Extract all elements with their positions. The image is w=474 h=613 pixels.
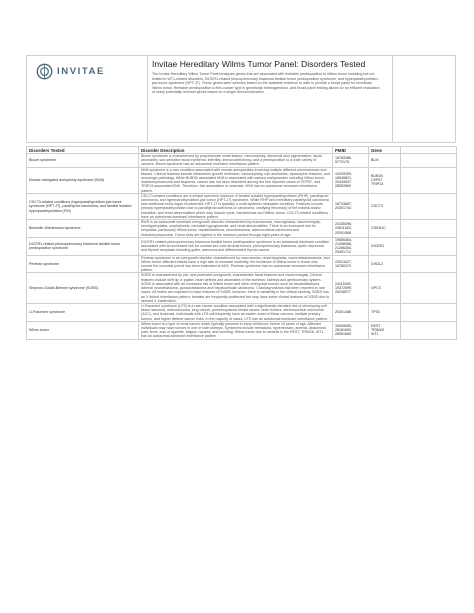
pmid-value: 26551668 [335,332,351,337]
pmid-value: 19556464, [335,237,352,242]
pmid-list [333,193,369,219]
gene-symbol: CDKN1C [371,226,386,231]
gene-symbol: WT1 [371,332,379,337]
pmid-value: 20301744 [335,206,351,211]
pmid-value: 21266086, [335,242,352,247]
pmid-value: 19372699, [335,286,352,291]
column-header-description: Disorder Description [139,147,333,154]
gene-symbol: CDC73 [371,204,383,209]
gene-list [369,303,401,321]
empty-cell [401,220,457,238]
pmid-list [333,237,369,255]
disorder-description: Bloom syndrome is characterized by proportionate small stature, microcephaly, abnormal skin pigmentation, facial anomalies, sun-sensitive facial erythema, infertility, immunodeficiency, and a predisposition to a wide variety of cancers. Bloom syndrome has an autosomal recessive inheritance pattern. [139,154,333,168]
empty-cell [401,321,457,339]
table-row [27,193,457,219]
logo-cell [27,56,148,143]
logo-text: INVITAE [57,66,105,77]
disorder-name: Mosaic variegated aneuploidy syndrome (MVA) [27,167,139,193]
pmid-value: 10429359, [335,171,352,176]
disorder-name: Simpson-Golabi-Behmel syndrome (SGBS) [27,273,139,303]
pmid-value: 28181690, [335,328,352,333]
table-row [27,220,457,238]
disorder-name: Li-Fraumeni syndrome [27,303,139,321]
pmid-value: 16780370 [335,264,351,269]
gene-list [369,167,401,193]
table-row [27,255,457,273]
gene-symbol: GPC3 [371,286,381,291]
gene-list [369,255,401,273]
disorders-table [26,146,457,340]
pmid-value: 32699065, [335,323,352,328]
pmid-list [333,154,369,168]
table-header-row [27,147,457,154]
pmid-value: 5770175 [335,160,349,165]
pmid-value: 16733667, [335,202,352,207]
table-row [27,154,457,168]
gene-list [369,273,401,303]
empty-cell [401,167,457,193]
disorder-name: Wilms tumor [27,321,139,339]
pmid-value: 20301488 [335,310,351,315]
disorder-name: DICER1-related pleuropulmonary blastoma familial tumor predisposition syndrome [27,237,139,255]
intro-paragraph: The Invitae Hereditary Wilms Tumor Panel analyzes genes that are associated with heritable predisposition to Wilms tumor including but not limited to WT1-related disorders, DICER1-related pleuropulmonary blastoma familial tumor predisposition syndrome, and hyperparathyroidism-jaw tumor syndrome (HPT-JT). These genes were selected based on the available evidence to date to provide a broad panel for hereditary Wilms tumor. Heritable predisposition to this cancer type is genetically heterogeneous, and broad panel testing allows for an efficient evaluation of many potentially relevant genes based on a single clinical indication. [152,72,380,95]
gene-symbol: REST [371,323,381,328]
pmid-value: 20238977 [335,290,351,295]
gene-symbol: DIS3L2 [371,261,383,266]
logo-mark-icon [36,63,53,80]
empty-cell [401,273,457,303]
table-row [27,321,457,339]
header-table [26,55,456,143]
gene-list [369,237,401,255]
gene-symbol: CEP57 [371,178,383,183]
pmid-value: 22613427, [335,259,352,264]
empty-cell [401,255,457,273]
disorder-description: Perlman syndrome is an overgrowth disorder characterized by macrosomia, renal dysplasia, nephroblastomatosis, and Wilms tumor. Affected infants have a high rate of neonatal morbidity; the incidence of Wilms tumor in those who survive the neonatal period has been estimated at 64%. Perlman syndrome has an autosomal recessive inheritance pattern. [139,255,333,273]
gene-list [369,220,401,238]
column-header-blank [401,147,457,154]
pmid-value: 24115492, [335,281,352,286]
empty-cell [393,56,456,143]
disorder-description: Li-Fraumeni syndrome (LFS) is a rare cancer condition associated with a significantly elevated risk of developing soft tissue sarcoma, osteosarcoma, lung cancer, premenopausal breast cancer, brain tumors, adrenocortical carcinoma (ACC), and leukemia. Individuals with LFS will frequently have an earlier onset of these cancers, multiple primary tumors, and higher lifetime cancer risks. In the majority of cases, LFS has an autosomal dominant inheritance pattern. [139,303,333,321]
pmid-value: 24811653, [335,226,352,231]
pmid-value: 16783386, [335,156,352,161]
column-header-gene: Gene [369,147,401,154]
page-title: Invitae Hereditary Wilms Tumor Panel: Disorders Tested [152,59,366,69]
pmid-list [333,273,369,303]
disorder-name: Beckwith-Wiedemann syndrome [27,220,139,238]
column-header-disorder: Disorders Tested [27,147,139,154]
empty-cell [401,303,457,321]
title-cell [148,56,393,143]
column-header-pmid: PMID [333,147,369,154]
empty-cell [401,154,457,168]
pmid-value: 25451712 [335,250,351,255]
disorder-description: SGBS is characterized by pre- and postnatal overgrowth, characteristic facial features and visceromegaly. Clinical features include cleft lip or palate, heart defects and anomalies of the skeleton, kidneys and genitourinary system. SGBS is associated with an increased risk of Wilms tumor and other embryonal tumors such as hepatoblastoma, adrenal neuroblastoma, gonadoblastoma and hepatocellular carcinoma. Craniosynostosis has been reported in rare cases. All males are expected to have features of SGBS; however, there is variability in the clinical severity. SGBS has an X-linked inheritance pattern; females are frequently unaffected but may have some clinical features of SGBS due to skewed X-inactivation. [139,273,333,303]
pmid-value: 20434947, [335,180,352,185]
gene-symbol: TP53 [371,310,380,315]
table-row [27,303,457,321]
pmid-list [333,255,369,273]
disorder-description: BWS is an autosomal dominant overgrowth disorder characterized by macrosomia, macroglossia, visceromegaly, hemihyperplasia, omphalocele, neonatal hypoglycemia, and renal abnormalities. There is an increased risk for neoplasia, particularly Wilms tumor, hepatoblastoma, neuroblastoma, adrenocortical carcinoma and rhabdomyosarcoma. Tumor risks are highest in the newborn period through eight years of age. [139,220,333,238]
gene-symbol: DICER1 [371,244,385,249]
gene-symbol: TRIM28 [371,328,384,333]
pmid-value: 20301568 [335,230,351,235]
gene-list [369,321,401,339]
disorder-name: CDC73-related conditions (hyperparathyroidism-jaw tumor syndrome (HPT-JT), parathyroid carcinoma, and familial isolated hyperparathyroidism (FIH) [27,193,139,219]
table-row [27,167,457,193]
disorder-name: Bloom syndrome [27,154,139,168]
disorder-description: MVA syndrome is a rare condition associated with mosaic aneuploidies involving multiple different chromosomes and tissues. Clinical features include intrauterine growth restriction, microcephaly, eye anomalies, dysmorphic features, and neurologic pathology. While BUB1B-associated MVA is associated with various malignancies including Wilms tumor, rhabdomyosarcoma and leukemia, cancer has not been described among the few reported cases of CEP57- and TRIP13-associated MVA. Therefore, this association is uncertain. MVA has an autosomal recessive inheritance pattern. [139,167,333,193]
gene-symbol: BUB1B [371,173,383,178]
empty-cell [401,237,457,255]
pmid-value: 21266384, [335,246,352,251]
pmid-list [333,220,369,238]
pmid-value: 16546821, [335,176,352,181]
empty-cell [401,193,457,219]
gene-symbol: TRIP13 [371,182,384,187]
pmid-list [333,303,369,321]
pmid-value: 24335396, [335,222,352,227]
disorder-name: Perlman syndrome [27,255,139,273]
gene-symbol: BLM [371,158,379,163]
invitae-logo [36,63,146,80]
table-row [27,273,457,303]
pmid-value: 28553969 [335,184,351,189]
gene-list [369,193,401,219]
disorder-description: DICER1-related pleuropulmonary blastoma familial tumor predisposition syndrome is an autosomal dominant condition associated with an increased risk for ovarian sex cord-stromal tumors, pleuropulmonary blastoma, cystic nephroma and thyroid neoplasia including goiter, adenoma and differentiated thyroid cancer. [139,237,333,255]
pmid-list [333,167,369,193]
disorder-description: Wilms tumor is a type of renal cancer which typically presents in early childhood, before 10 years of age. Affected individuals may have tumors in one or both kidneys. Symptoms include hematuria, hypertension, anemia, abdominal pain, fever, loss of appetite, fatigue, nausea, and vomiting. Wilms tumor due to variants in the REST, TRIM28, WT1 has an autosomal dominant inheritance pattern. [139,321,333,339]
gene-list [369,154,401,168]
disorder-description: CDC73-related conditions are a clinical spectrum inclusive of familial isolated hyperparathyroidism (FIHP), parathyroid carcinoma, and hyperparathyroidism-jaw tumor (HPT-JT) syndrome. While FIHP and hereditary parathyroid carcinoma lack additional extra-organ involvement, HPT-JT is typically a multi-systemic neoplastic condition. Features include primary hyperparathyroidism due to parathyroid adenoma or carcinoma, ossifying fibroma(s) of the maxilla and/or mandible, and renal abnormalities which may include cysts, hamartomas and Wilms' tumor. CDC73-related conditions have an autosomal dominant inheritance pattern. [139,193,333,219]
table-row [27,237,457,255]
pmid-list [333,321,369,339]
